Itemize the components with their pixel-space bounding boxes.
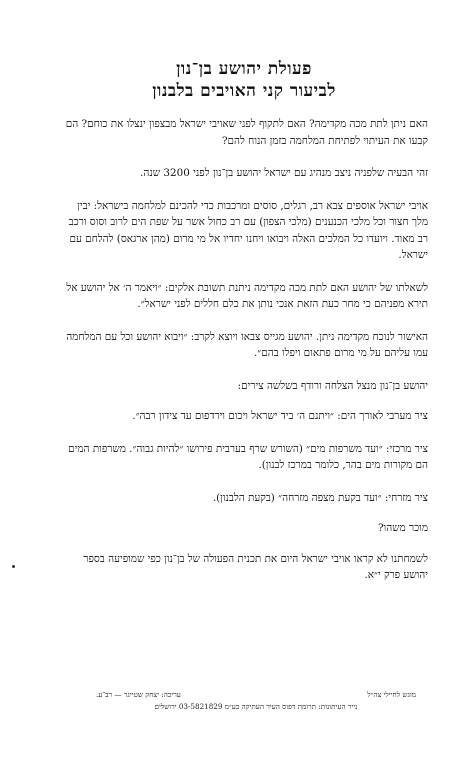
footer-editor: עריכה: יצחק שטייגר — רב־ע.	[96, 690, 181, 699]
paragraph-closing: לשמחתנו לא קראו אויבי ישראל היום את תכנית הפעולה של בן־נון כפי שמופיעה בספר יהושע פרק י״א.	[83, 552, 428, 581]
paragraph-enemies: אויבי ישראל אוספים צבא רב, רגלים, סוסים ומרכבות כדי להכינם למלחמה בישראל: יבין מלך חצור וכל מלכי הכנענים (מלכי הצפון) עם רב כחול אשר על שפת הים לרוב וסוס ורכב רב מאוד. ויועדו כל המלכים האלה ויבואו ויחנו יחדיו אל מי מרום (מהן ארגאס) להלחם עם ישראל.	[68, 199, 428, 261]
paragraph-answer: לשאלתו של יהושע האם לתת מכה מקדימה ניתנת תשובת אלקים: ״ויאמר ה׳ אל יהושע אל תירא מפניהם כי מחר כעת הזאת אנכי נותן את כלם חללים לפני ישראל״.	[66, 281, 428, 310]
footer-dedication: מוגש לחיילי צה״ל	[367, 690, 416, 699]
document-body	[60, 58, 428, 600]
paragraph-center-route: ציר מרכזי: ״ועד משרפות מים״ (השורש שרף בערבית פירושו ״להיות גבוה״. משרפות המים הם מקורות מים בהר, כלומר במרכז לבנון).	[68, 442, 428, 471]
footer-printer: נייר העיתונות: תרומת דפוס העיר העתיקה בע״מ 03-5821829 ירושלים	[154, 702, 358, 711]
paragraph-intro: האם ניתן לתת מכה מקדימה? האם לתקוף לפני שאויבי ישראל מבצפון ינצלו את כוחם? הם קבעו את העיתוי לפתיחת המלחמה בזמן הנוח להם?	[65, 118, 428, 147]
footer	[96, 690, 416, 712]
paragraph-west-route: ציר מערבי לאורך הים: ״ויתנם ה׳ ביד ישראל ויכום וירדפום עד צידון רבה״.	[132, 410, 428, 422]
footer-credits	[96, 690, 416, 700]
paragraph-familiar: מוכר משהו?	[377, 522, 428, 534]
document-subtitle: לביעור קני האויבים בלבנון	[152, 81, 336, 101]
paragraph-three-routes: יהושע בן־נון מנצל הצלחה ורודף בשלשה צירים:	[237, 379, 428, 392]
paragraph-approval: האישור לנוכח מקדימה ניתן. יהושע מגייס צבאו ויוצא לקרב: ״ויבוא יהושע וכל עם המלחמה עמו עליהם על מי מרום פתאום ויפלו בהם״.	[66, 330, 428, 359]
paragraph-east-route: ציר מזרחי: ״ועד בקעת מצפה מזרחה״ (בקעת הלבנון).	[212, 491, 428, 504]
paragraph-problem: זהי הבעיה שלפניה ניצב מנהיג עם ישראל יהושע בן־נון לפני 3200 שנה.	[140, 167, 428, 179]
scan-speck	[12, 565, 15, 568]
document-title: פעולת יהושע בן־נון	[176, 59, 312, 79]
